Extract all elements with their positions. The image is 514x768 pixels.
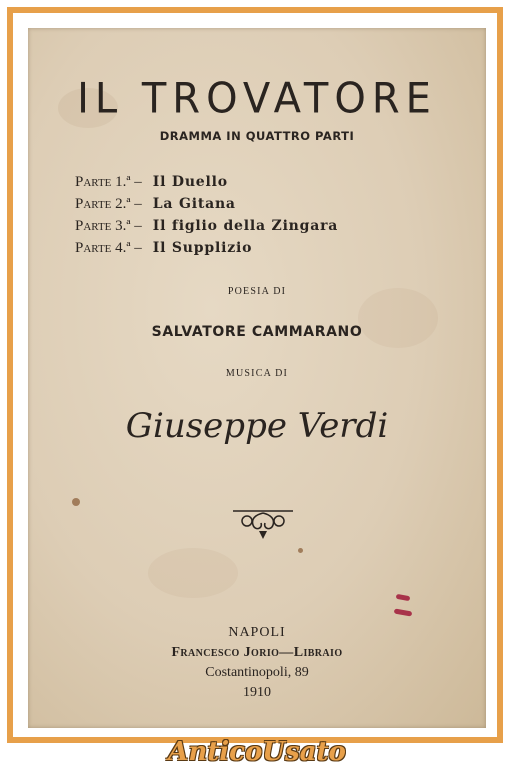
imprint <box>28 623 486 703</box>
part-number: Parte 4.ª – <box>75 240 142 256</box>
part-number: Parte 3.ª – <box>75 218 142 234</box>
part-name: Il figlio della Zingara <box>152 218 339 234</box>
parts-list <box>75 171 475 259</box>
part-number: Parte 1.ª – <box>75 174 142 190</box>
opera-title: IL TROVATORE <box>77 74 437 124</box>
ink-stain <box>394 608 413 616</box>
watermark-logo: AnticoUsato <box>168 737 346 767</box>
part-row <box>75 171 475 193</box>
part-row <box>75 237 475 259</box>
part-row <box>75 193 475 215</box>
subtitle: DRAMMA IN QUATTRO PARTI <box>159 129 355 143</box>
imprint-address: Costantinopoli, 89 <box>205 665 309 680</box>
part-row <box>75 215 475 237</box>
poetry-label: POESIA DI <box>227 286 287 297</box>
ornament-icon <box>233 505 293 545</box>
part-name: Il Duello <box>152 174 228 190</box>
composer-name: Giuseppe Verdi <box>125 406 389 446</box>
librettist-name: SALVATORE CAMMARANO <box>151 324 363 340</box>
ink-stain <box>396 594 411 601</box>
part-name: Il Supplizio <box>152 240 253 256</box>
part-name: La Gitana <box>152 196 236 212</box>
imprint-publisher: Francesco Jorio—Libraio <box>171 645 343 660</box>
imprint-city: NAPOLI <box>228 625 286 640</box>
imprint-year: 1910 <box>243 685 271 700</box>
part-number: Parte 2.ª – <box>75 196 142 212</box>
music-label: MUSICA DI <box>225 368 289 379</box>
booklet-cover <box>28 28 486 728</box>
